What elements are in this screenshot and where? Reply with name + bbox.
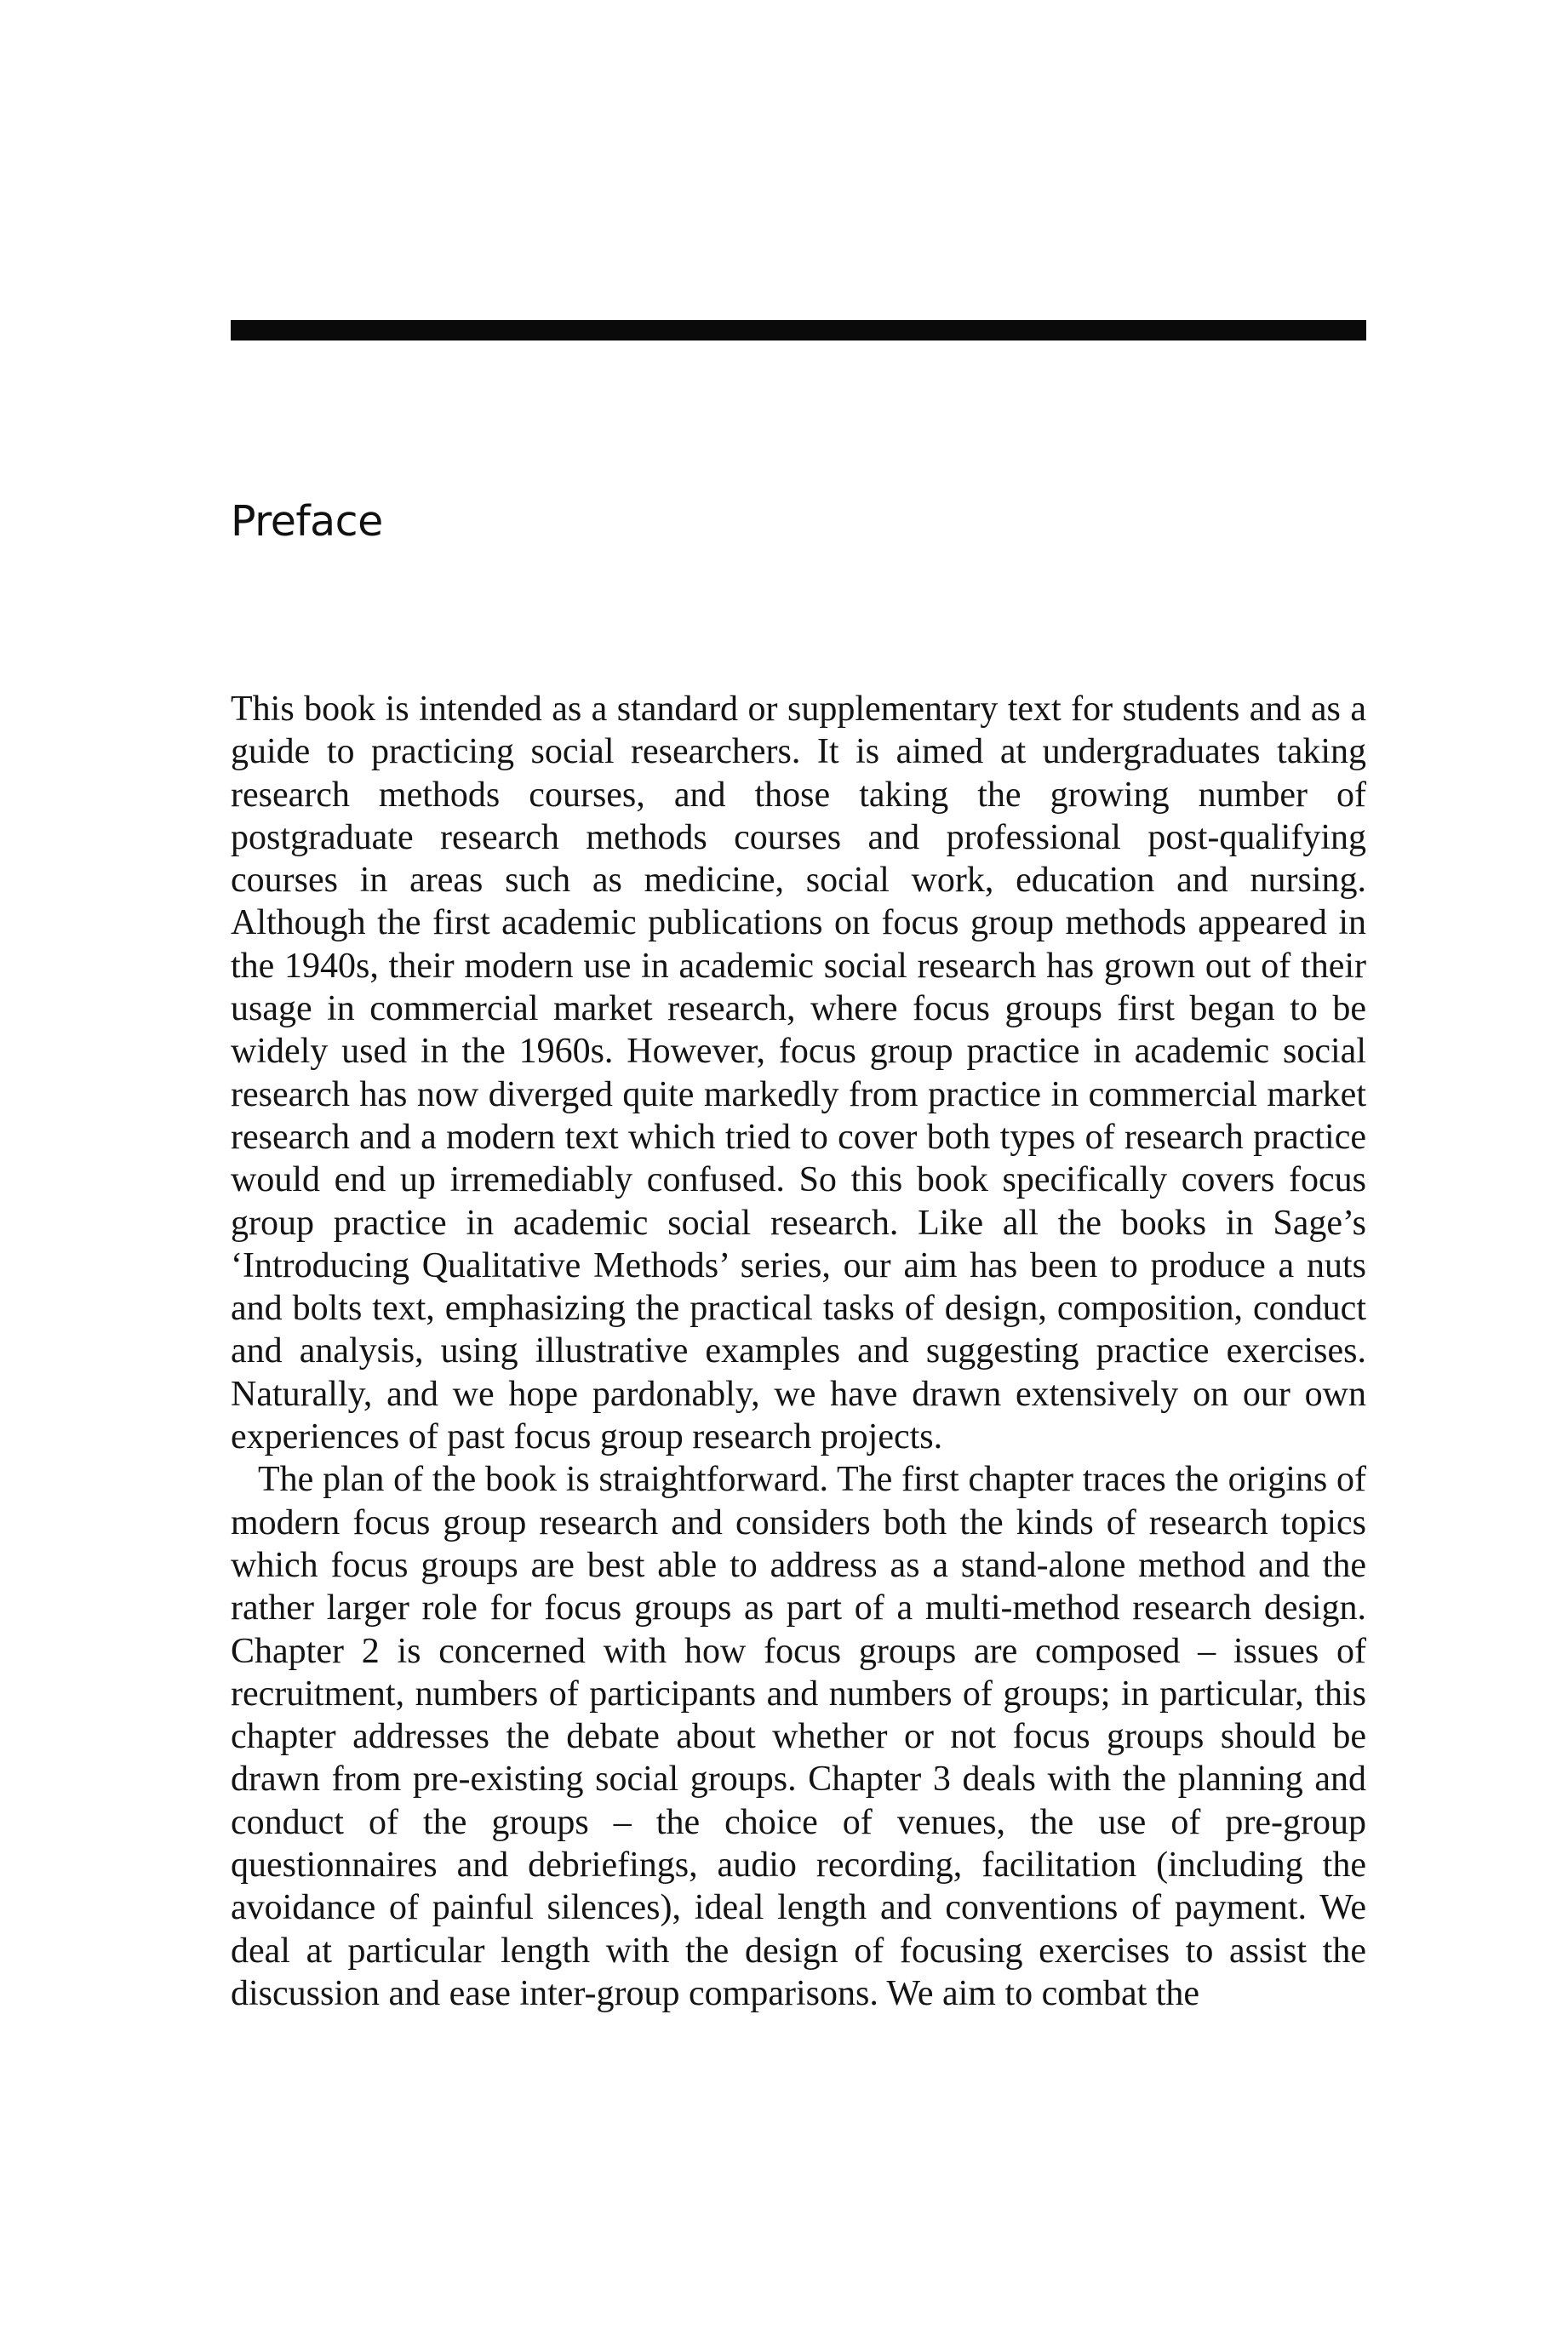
- paragraph-plan: The plan of the book is straightforward. The first chapter traces the origins of modern focus group research and considers both the kinds of research topics which focus groups are best able to address as a stand-alone method and the rather larger role for focus groups as part of a multi-method research design. Chapter 2 is concerned with how focus groups are composed – issues of recruitment, numbers of participants and numbers of groups; in particular, this chapter addresses the debate about whether or not focus groups should be drawn from pre-existing social groups. Chapter 3 deals with the planning and conduct of the groups – the choice of venues, the use of pre-group questionnaires and debriefings, audio recording, facilitation (including the avoidance of painful silences), ideal length and conventions of payment. We deal at particular length with the design of focusing exercises to assist the discussion and ease inter-group comparisons. We aim to combat the: [231, 1460, 1366, 2013]
- chapter-top-rule: [231, 320, 1366, 340]
- preface-body: [231, 688, 1366, 2015]
- chapter-title: Preface: [231, 497, 383, 546]
- paragraph-intro: This book is intended as a standard or supplementary text for students and as a guide to practicing social researchers. It is aimed at undergraduates taking research methods courses, and those taking the growing number of postgraduate research methods courses and professional post-qualifying courses in areas such as medicine, social work, education and nursing. Although the first academic publications on focus group methods appeared in the 1940s, their modern use in academic social research has grown out of their usage in commercial market research, where focus groups first began to be widely used in the 1960s. However, focus group practice in academic social research has now diverged quite markedly from practice in commercial market research and a modern text which tried to cover both types of research practice would end up irremediably confused. So this book specifically covers focus group practice in academic social research. Like all the books in Sage’s ‘Introducing Qualitative Methods’ series, our aim has been to produce a nuts and bolts text, emphasizing the practical tasks of design, composition, conduct and analysis, using illustrative examples and suggesting practice exercises. Naturally, and we hope pardonably, we have drawn extensively on our own experiences of past focus group research projects.: [231, 690, 1366, 1457]
